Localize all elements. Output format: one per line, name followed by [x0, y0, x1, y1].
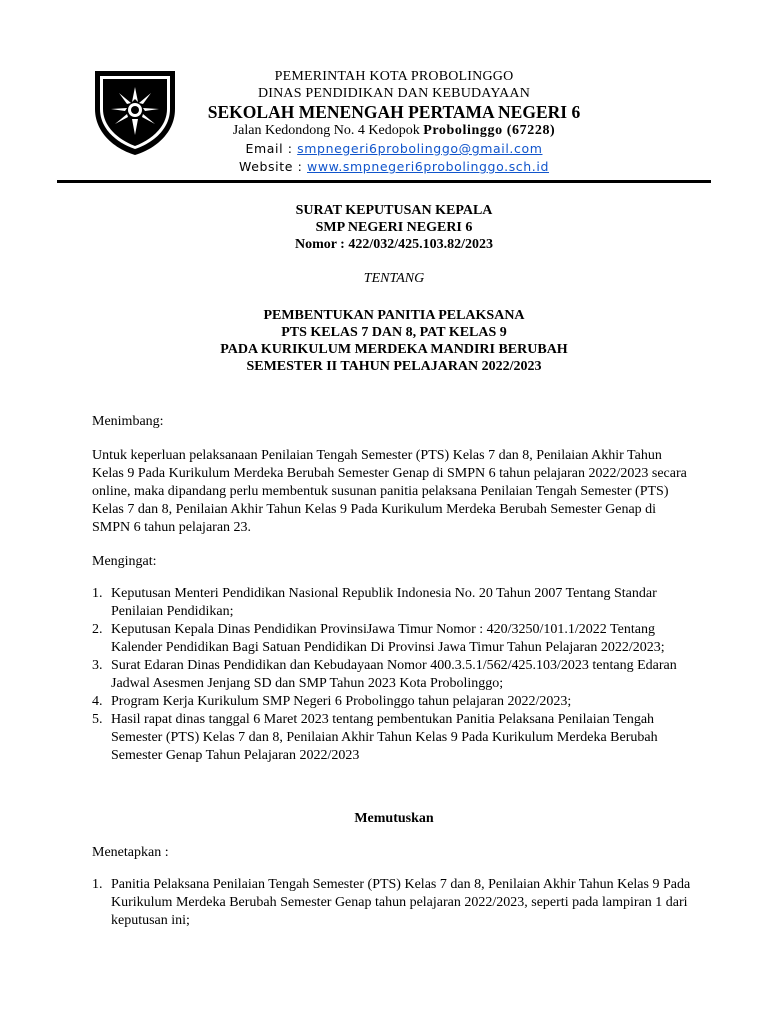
subject-line-4: SEMESTER II TAHUN PELAJARAN 2022/2023	[246, 359, 542, 374]
list-text: Surat Edaran Dinas Pendidikan dan Kebudayaan Nomor 400.3.5.1/562/425.103/2023 tentang Edaran Jadwal Asesmen Jenjang SD dan SMP Tahun 2023 Kota Probolinggo;	[111, 658, 677, 691]
list-number: 4.	[92, 694, 103, 709]
address-city: Probolinggo (67228)	[423, 123, 556, 138]
list-number: 3.	[92, 658, 103, 673]
memutuskan-heading: Memutuskan	[354, 811, 434, 826]
list-text: Keputusan Kepala Dinas Pendidikan ProvinsiJawa Timur Nomor : 420/3250/101.1/2022 Tentang Kalender Pendidikan Bagi Satuan Pendidikan Di Provinsi Jawa Timur Tahun Pelajaran 2022/2023;	[111, 622, 665, 655]
list-text: Program Kerja Kurikulum SMP Negeri 6 Probolinggo tahun pelajaran 2022/2023;	[111, 694, 572, 709]
letterhead-divider	[57, 180, 711, 183]
tentang-label: TENTANG	[363, 271, 425, 286]
list-item	[92, 693, 696, 711]
list-text: Hasil rapat dinas tanggal 6 Maret 2023 tentang pembentukan Panitia Pelaksana Penilaian Tengah Semester (PTS) Kelas 7 dan 8, Penilaian Akhir Tahun Kelas 9 Pada Kurikulum Merdeka Berubah Semester Genap Tahun Pelajaran 2022/2023	[111, 712, 658, 763]
website-label: Website :	[239, 159, 307, 174]
email-link[interactable]: smpnegeri6probolinggo@gmail.com	[297, 141, 543, 156]
list-number: 2.	[92, 622, 103, 637]
title-line-2: SMP NEGERI NEGERI 6	[315, 220, 473, 235]
decree-title	[94, 202, 694, 375]
letterhead	[160, 68, 628, 176]
school-address	[160, 122, 628, 140]
list-item	[92, 657, 696, 693]
website-link[interactable]: www.smpnegeri6probolinggo.sch.id	[307, 159, 549, 174]
mengingat-heading: Mengingat:	[92, 554, 157, 569]
government-name: PEMERINTAH KOTA PROBOLINGGO	[274, 69, 514, 84]
address-street: Jalan Kedondong No. 4 Kedopok	[232, 123, 424, 138]
list-item	[92, 876, 696, 930]
list-number: 1.	[92, 586, 103, 601]
website-line	[160, 158, 628, 176]
menetapkan-list	[92, 876, 696, 930]
list-text: Panitia Pelaksana Penilaian Tengah Semester (PTS) Kelas 7 dan 8, Penilaian Akhir Tahun Kelas 9 Pada Kurikulum Merdeka Berubah Semester Genap tahun pelajaran 2022/2023, seperti pada lampiran 1 dari keputusan ini;	[111, 877, 691, 928]
menetapkan-heading: Menetapkan :	[92, 845, 169, 860]
decree-body	[92, 413, 696, 930]
subject-line-3: PADA KURIKULUM MERDEKA MANDIRI BERUBAH	[220, 342, 568, 357]
list-number: 1.	[92, 877, 103, 892]
email-line	[160, 140, 628, 158]
school-name: SEKOLAH MENENGAH PERTAMA NEGERI 6	[207, 102, 581, 122]
subject-line-1: PEMBENTUKAN PANITIA PELAKSANA	[263, 308, 525, 323]
subject-line-2: PTS KELAS 7 DAN 8, PAT KELAS 9	[281, 325, 507, 340]
menimbang-text: Untuk keperluan pelaksanaan Penilaian Tengah Semester (PTS) Kelas 7 dan 8, Penilaian Akhir Tahun Kelas 9 Pada Kurikulum Merdeka Berubah Semester Genap di SMPN 6 tahun pelajaran 2022/2023 secara online, maka dipandang perlu membentuk susunan panitia pelaksana Penilaian Tengah Semester (PTS) Kelas 7 dan 8, Penilaian Akhir Tahun Kelas 9 Pada Kurikulum Merdeka Berubah Semester Genap di SMPN 6 tahun pelajaran 23.	[92, 448, 687, 535]
list-item	[92, 621, 696, 657]
department-name: DINAS PENDIDIKAN DAN KEBUDAYAAN	[257, 86, 531, 101]
decree-number: Nomor : 422/032/425.103.82/2023	[294, 237, 494, 252]
mengingat-list	[92, 585, 696, 765]
list-item	[92, 711, 696, 765]
list-number: 5.	[92, 712, 103, 727]
menimbang-heading: Menimbang:	[92, 414, 164, 429]
list-item	[92, 585, 696, 621]
list-text: Keputusan Menteri Pendidikan Nasional Republik Indonesia No. 20 Tahun 2007 Tentang Standar Penilaian Pendidikan;	[111, 586, 657, 619]
title-line-1: SURAT KEPUTUSAN KEPALA	[295, 203, 493, 218]
email-label: Email :	[245, 141, 298, 156]
